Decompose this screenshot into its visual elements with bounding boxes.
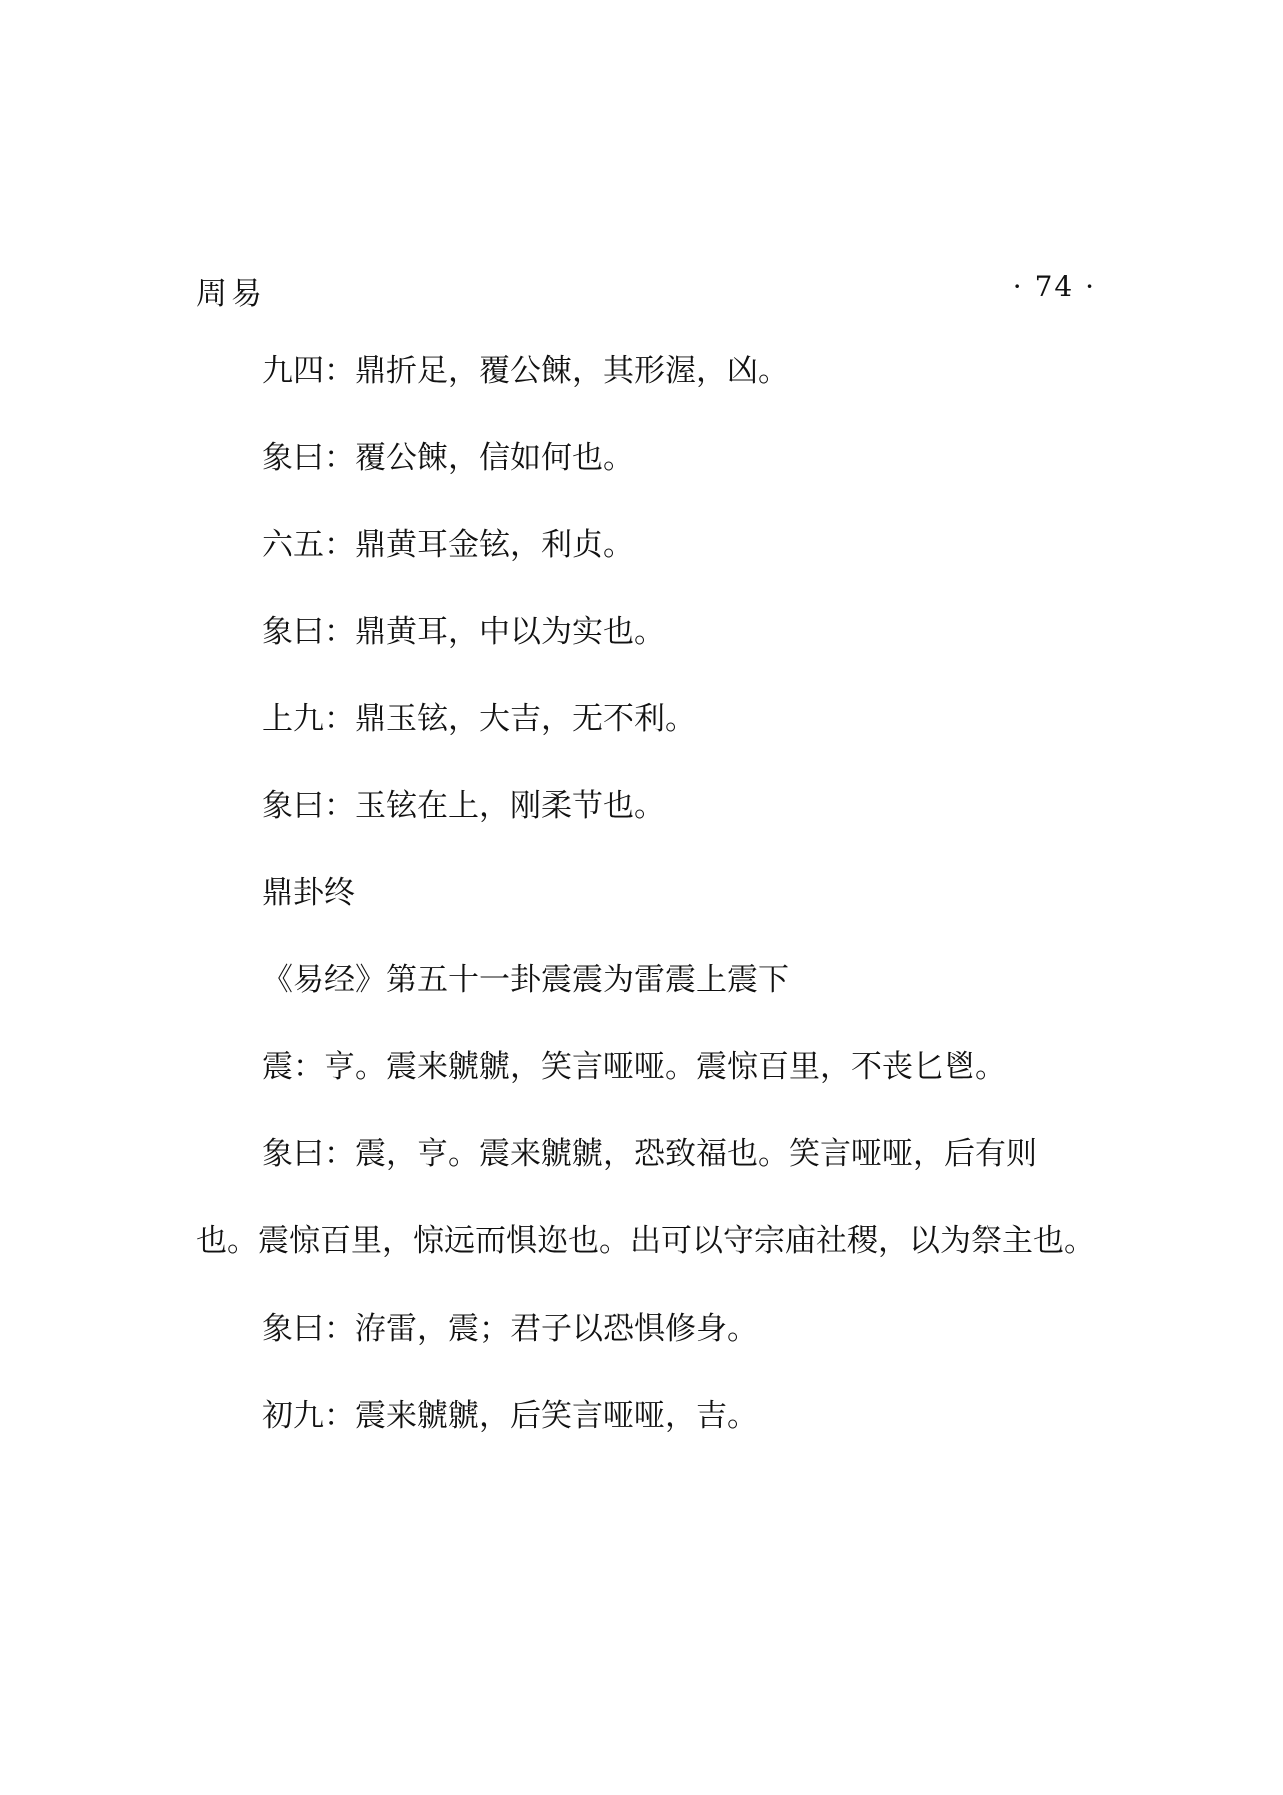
paragraph-chu-jiu: 初九：震来虩虩，后笑言哑哑，吉。 [262,1398,758,1434]
paragraph-shang-jiu: 上九：鼎玉铉，大吉，无不利。 [262,701,696,737]
body-text [196,350,1096,1482]
paragraph-xiang-yue-2: 象曰：鼎黄耳，中以为实也。 [262,614,665,650]
book-title: 周易 [196,276,266,312]
paragraph-xiang-yue-3: 象曰：玉铉在上，刚柔节也。 [262,788,665,824]
page-header [196,268,1096,312]
paragraph-jiu-si: 九四：鼎折足，覆公餗，其形渥，凶。 [262,353,789,389]
paragraph-ding-gua-end: 鼎卦终 [262,875,355,911]
paragraph-zhen-judgment: 震：亨。震来虩虩，笑言哑哑。震惊百里，不丧匕鬯。 [262,1049,1006,1085]
paragraph-xiang-yue-1: 象曰：覆公餗，信如何也。 [262,440,634,476]
paragraph-liu-wu: 六五：鼎黄耳金铉，利贞。 [262,527,634,563]
paragraph-xiang-yue-5: 象曰：洊雷，震；君子以恐惧修身。 [262,1311,758,1347]
page-number: · 74 · [1012,270,1096,303]
paragraph-chapter-heading: 《易经》第五十一卦震震为雷震上震下 [262,962,789,998]
paragraph-xiang-yue-4: 象曰：震，亨。震来虩虩，恐致福也。笑言哑哑，后有则也。震惊百里，惊远而惧迩也。出可以守宗庙社稷，以为祭主也。 [196,1136,1095,1259]
